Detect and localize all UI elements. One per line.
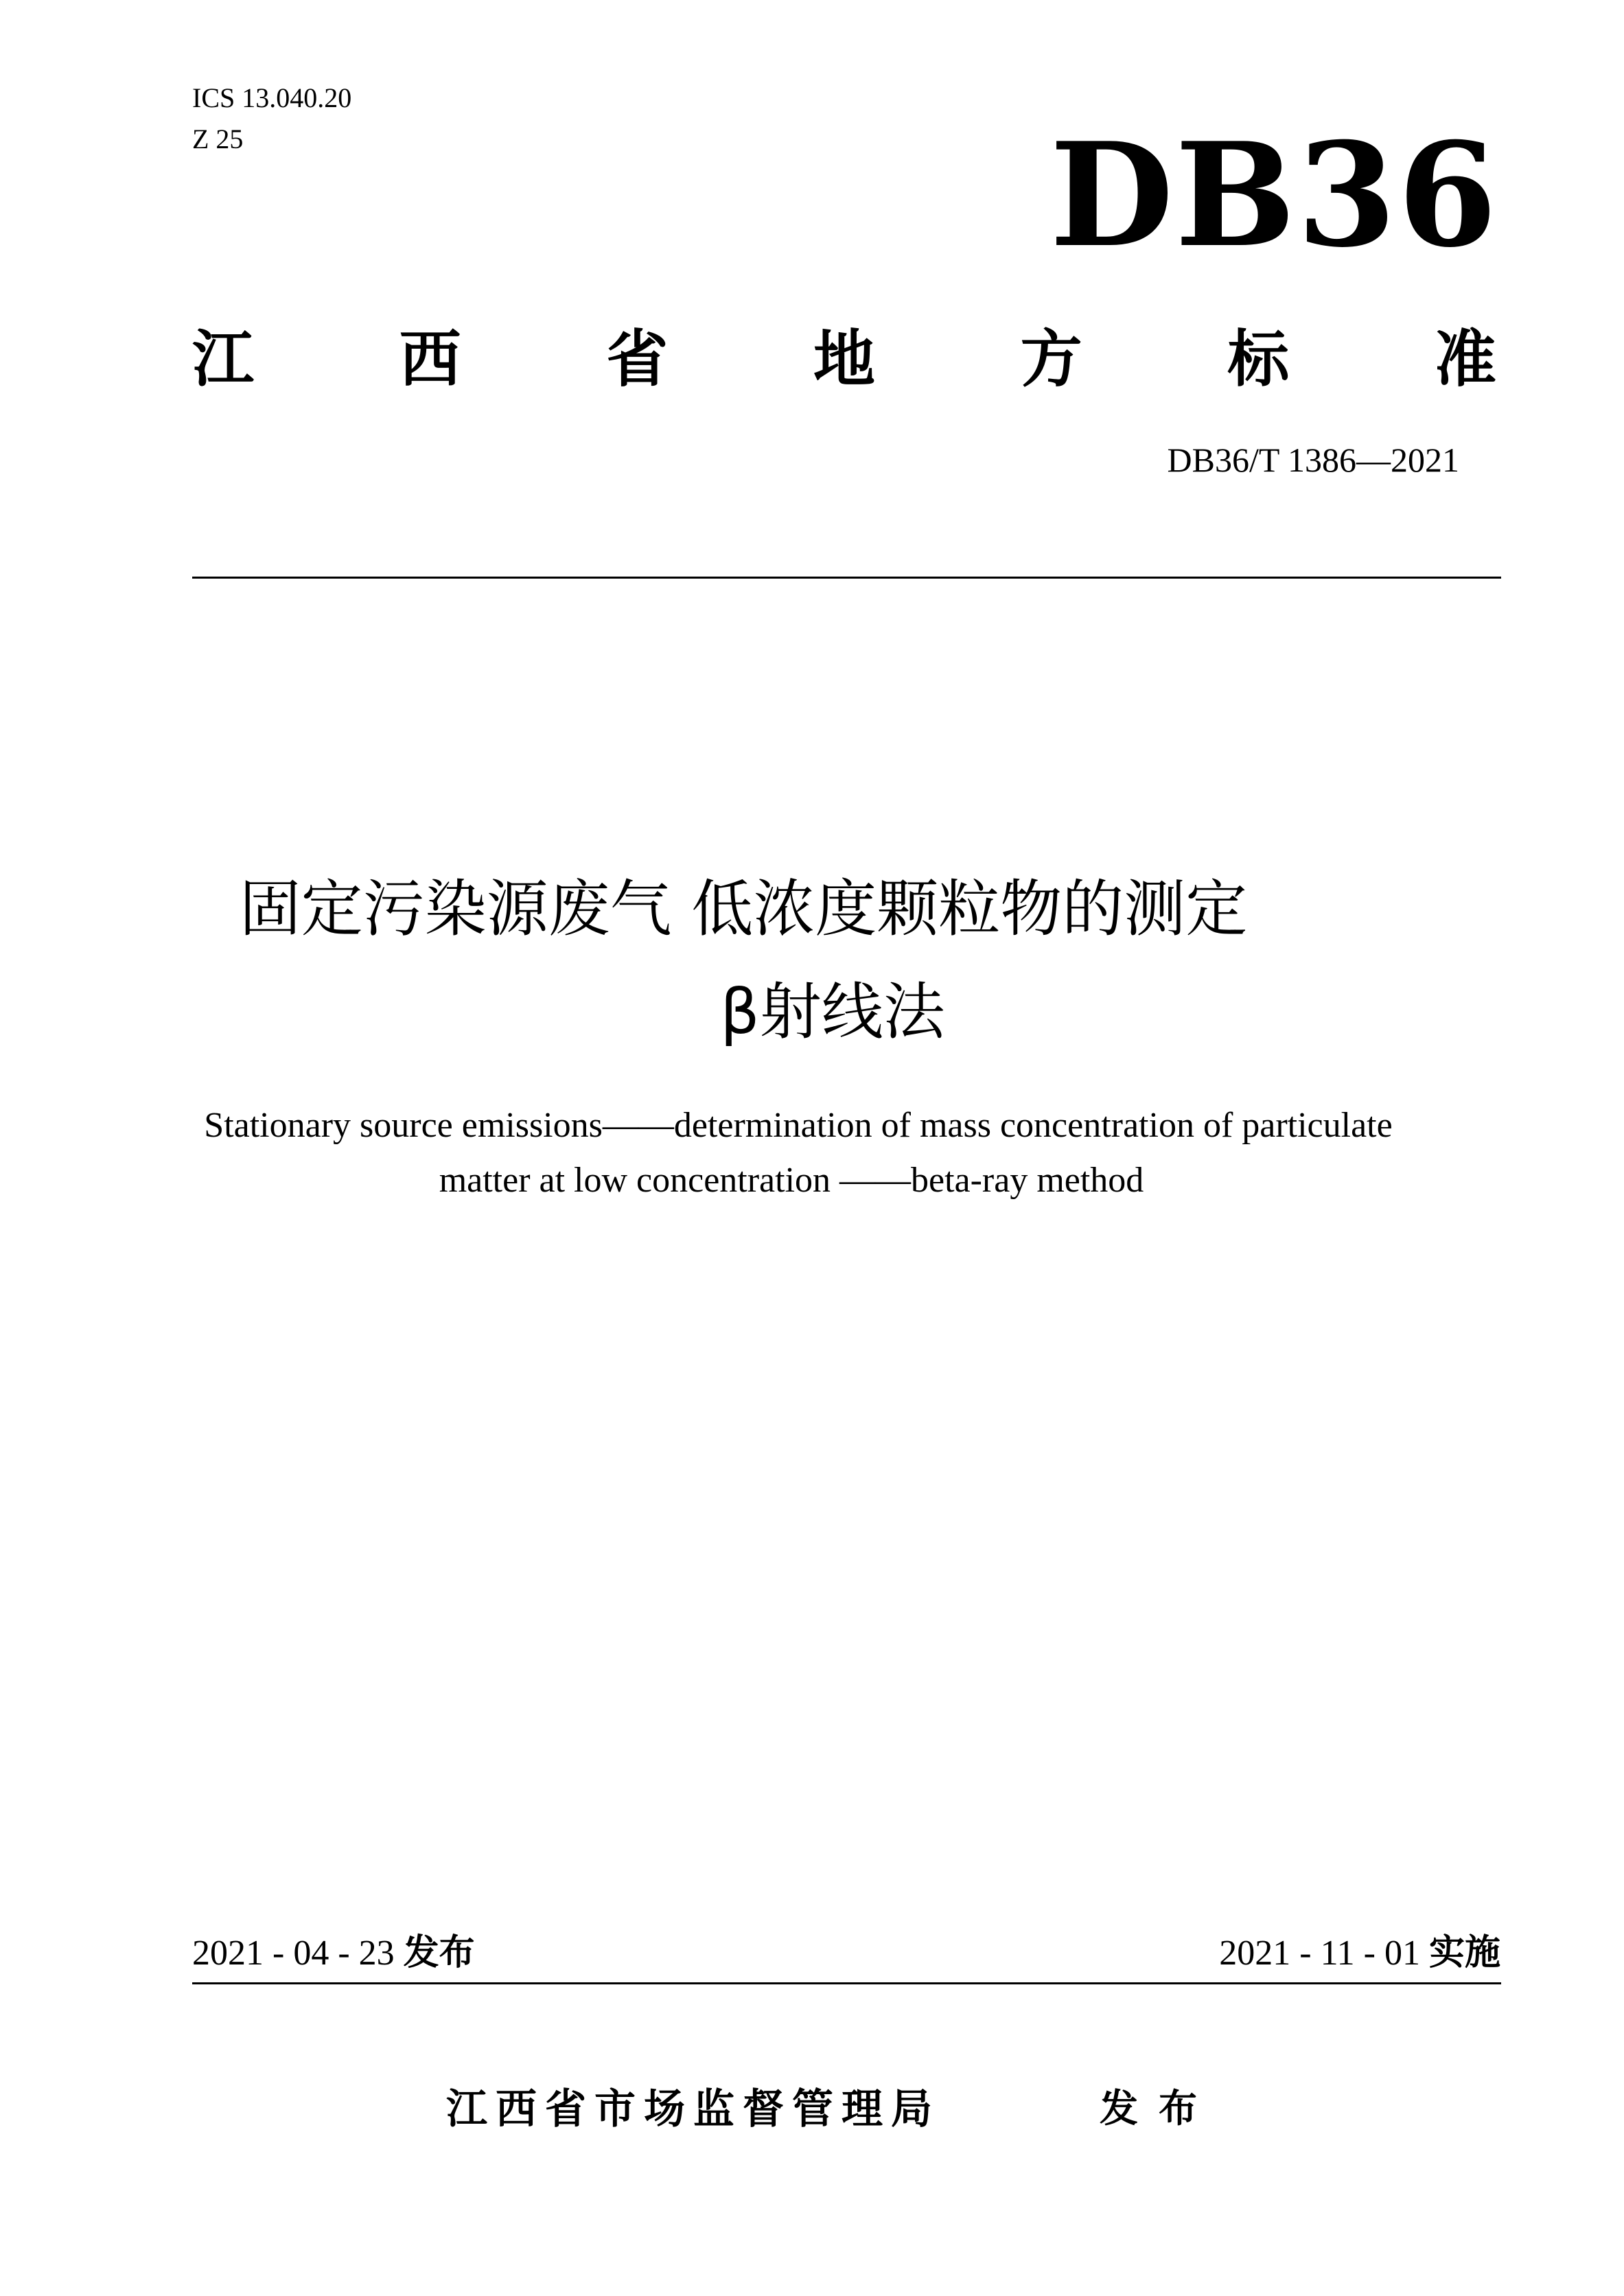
publish-label: 发布 (1100, 2087, 1218, 2131)
title-en-line1: Stationary source emissions——determination of mass concentration of particulate (204, 1106, 1393, 1145)
implement-date: 2021 - 11 - 01 (1219, 1934, 1420, 1973)
issue-label: 发布 (403, 1932, 475, 1973)
heading-char: 方 (1020, 323, 1082, 395)
ics-code: ICS 13.040.20 (192, 82, 352, 113)
standard-type-heading (192, 312, 1496, 395)
title-cn-line2: β射线法 (720, 976, 945, 1048)
heading-char: 省 (606, 323, 669, 395)
standard-number: DB36/T 1386—2021 (1167, 441, 1459, 479)
title-cn-line1: 固定污染源废气 低浓度颗粒物的测定 (239, 873, 1248, 945)
publisher-name: 江西省市场监督管理局 (446, 2085, 940, 2133)
classification-code: Z 25 (192, 124, 244, 154)
top-divider (192, 577, 1501, 579)
issue-date: 2021 - 04 - 23 (192, 1934, 395, 1973)
implement-date-block (1219, 1931, 1500, 1975)
heading-char: 西 (399, 323, 461, 395)
issue-date-block (192, 1931, 475, 1975)
db-logo: DB36 (1049, 112, 1498, 279)
heading-char: 准 (1434, 323, 1496, 395)
bottom-divider (192, 1982, 1501, 1984)
heading-char: 标 (1227, 323, 1290, 395)
heading-char: 地 (813, 323, 875, 395)
heading-char: 江 (192, 323, 254, 395)
title-en-line2: matter at low concentration ——beta-ray method (439, 1161, 1144, 1200)
implement-label: 实施 (1428, 1932, 1500, 1973)
